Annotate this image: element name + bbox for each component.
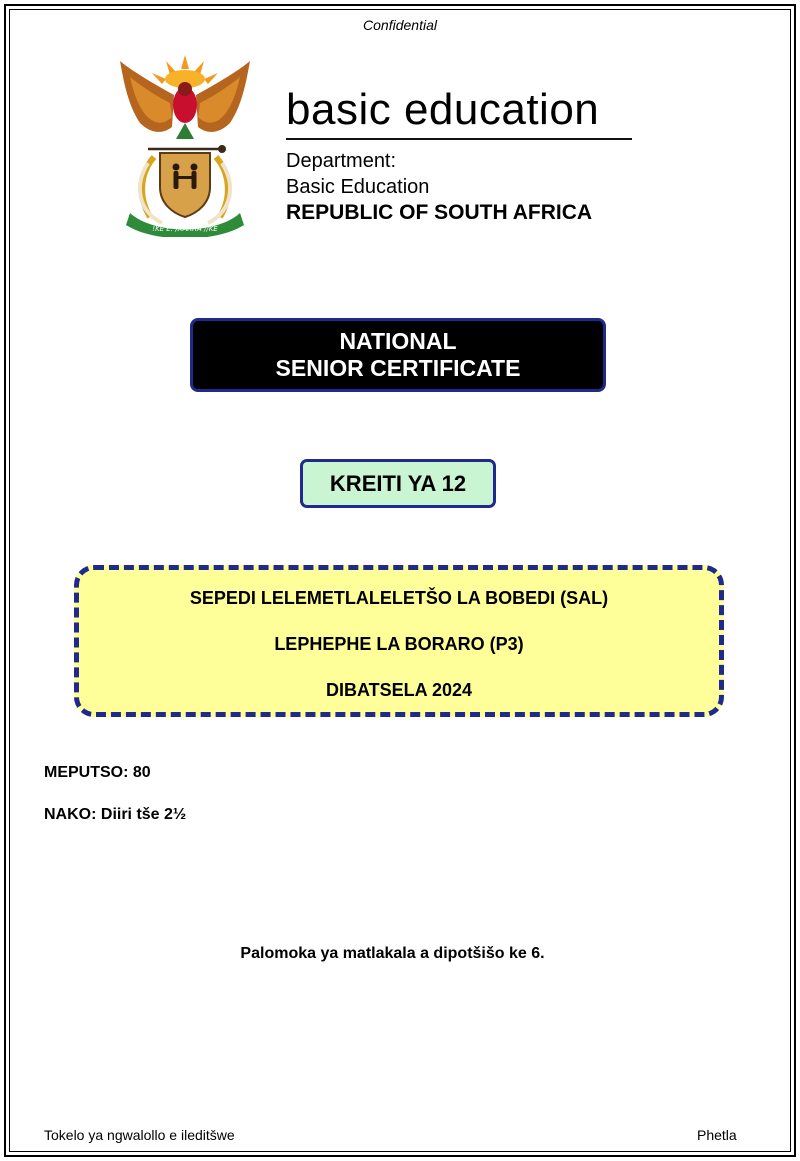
subject-title: SEPEDI LELEMETLALELETŠO LA BOBEDI (SAL) xyxy=(189,588,609,608)
basic-education-line: Basic Education xyxy=(286,176,430,198)
coat-of-arms-icon xyxy=(114,53,256,237)
department-line: Department: xyxy=(286,150,397,172)
turn-over-note: Phetla xyxy=(697,1127,737,1143)
brand-rule xyxy=(286,138,632,140)
certificate-line-1: NATIONAL xyxy=(339,328,457,354)
exam-session: DIBATSELA 2024 xyxy=(325,680,473,700)
grade-badge: KREITI YA 12 xyxy=(300,459,496,508)
brand-title: basic education xyxy=(286,85,600,134)
copyright-note: Tokelo ya ngwalollo e ileditšwe xyxy=(44,1127,235,1143)
department-logo-text xyxy=(286,86,636,226)
subject-box xyxy=(74,565,724,717)
marks-label: MEPUTSO: 80 xyxy=(44,764,151,781)
certificate-line-2: SENIOR CERTIFICATE xyxy=(275,355,521,381)
page-count-note: Palomoka ya matlakala a dipotšišo ke 6. xyxy=(240,945,545,962)
certificate-banner xyxy=(190,318,606,392)
republic-line: REPUBLIC OF SOUTH AFRICA xyxy=(286,201,593,224)
time-label: NAKO: Diiri tše 2½ xyxy=(44,806,187,823)
paper-title: LEPHEPHE LA BORARO (P3) xyxy=(274,634,524,654)
motto-text: !KE E: /XARRA //KE xyxy=(152,225,218,233)
confidential-label: Confidential xyxy=(363,17,437,33)
